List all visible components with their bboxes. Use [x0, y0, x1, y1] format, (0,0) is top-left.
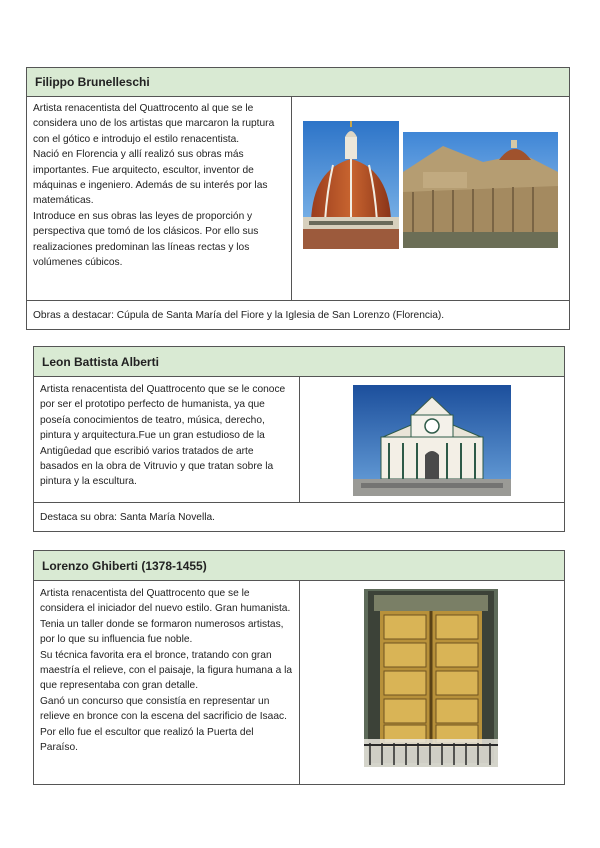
artist-card-title: Lorenzo Ghiberti (1378-1455) [34, 551, 564, 581]
description-paragraph: Artista renacentista del Quattrocento al que se le considera uno de los artistas que marcaron la ruptura con el gótico e introdujo el estilo renacentista. [33, 103, 275, 145]
gates-of-paradise-image [364, 589, 498, 767]
san-lorenzo-church-image [403, 132, 558, 248]
artwork-images [292, 97, 569, 300]
artist-card-footer: Obras a destacar: Cúpula de Santa María del Fiore y la Iglesia de San Lorenzo (Florencia). [33, 310, 445, 321]
florence-dome-image [303, 121, 399, 249]
artist-card-alberti [33, 346, 565, 532]
description-paragraph: Nació en Florencia y allí realizó sus obras más importantes. Fue arquitecto, escultor, inventor de máquinas e ingeniero. Además de su interés por las matemáticas. [33, 149, 268, 207]
santa-maria-novella-image [353, 385, 511, 496]
artist-card-title: Leon Battista Alberti [34, 347, 564, 377]
description-paragraph: Su técnica favorita era el bronce, tratando con gran maestría el relieve, con el paisaje, la figura humana a la que representaba con gran detalle. [40, 649, 292, 692]
artist-card-title: Filippo Brunelleschi [27, 68, 569, 97]
artist-description [27, 97, 292, 300]
description-paragraph: Artista renacentista del Quattrocento que se le conoce por ser el prototipo perfecto de humanista, ya que poseía conocimientos de teatro, música, derecho, pintura y arquitectura.Fue un gran estudioso de la Antigûedad que escribió varios tratados de arte basados en la obra de Vitruvio y que tratan sobre la pintura y la escultura. [40, 384, 286, 488]
artist-card-ghiberti [33, 550, 565, 785]
artist-description [34, 581, 300, 784]
artist-description [34, 377, 300, 502]
artist-card-footer: Destaca su obra: Santa María Novella. [40, 512, 215, 523]
artwork-images [300, 377, 564, 502]
description-paragraph: Ganó un concurso que consistía en representar un relieve en bronce con la escena del sacrificio de Isaac. Por ello fue el escultor que realizó la Puerta del Paraíso. [40, 695, 287, 754]
description-paragraph: Introduce en sus obras las leyes de proporción y perspectiva que tomó de los clásicos. Por ello sus realizaciones predominan las líneas rectas y los volúmenes cúbicos. [33, 210, 259, 269]
description-paragraph: Artista renacentista del Quattrocento que se le considera el iniciador del nuevo estilo. Gran humanista. Tenia un taller donde se formaron numerosos artistas, por lo que su influencia fue noble. [40, 588, 291, 646]
artist-card-brunelleschi [26, 67, 570, 330]
artwork-images [300, 581, 564, 784]
